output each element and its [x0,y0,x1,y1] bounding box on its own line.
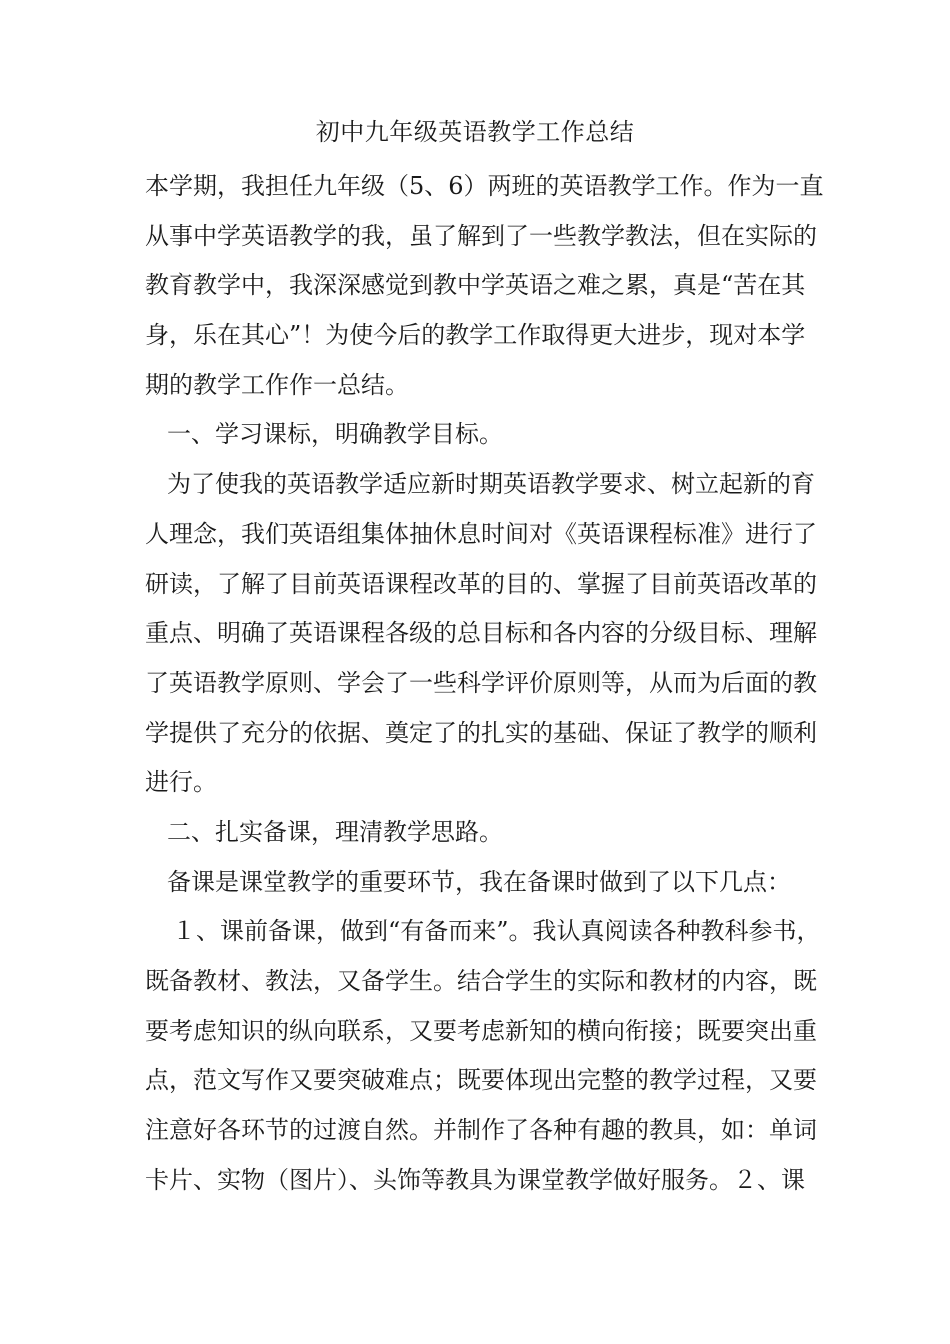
paragraph-line: 重点、明确了英语课程各级的总目标和各内容的分级目标、理解 [145,619,817,648]
paragraph-line: 本学期，我担任九年级（5、6）两班的英语教学工作。作为一直 [145,172,824,200]
paragraph-line: 教育教学中，我深深感觉到教中学英语之难之累，真是“苦在其 [145,271,806,300]
paragraph-line: 身，乐在其心”！为使今后的教学工作取得更大进步，现对本学 [145,321,806,350]
paragraph-line: 点，范文写作又要突破难点；既要体现出完整的教学过程，又要 [145,1066,817,1095]
paragraph-line: 了英语教学原则、学会了一些科学评价原则等，从而为后面的教 [145,668,817,697]
paragraph-line: 学提供了充分的依据、奠定了的扎实的基础、保证了教学的顺利 [145,718,817,747]
paragraph-line: 从事中学英语教学的我，虽了解到了一些教学教法，但在实际的 [145,221,817,250]
paragraph-line: 既备教材、教法，又备学生。结合学生的实际和教材的内容，既 [145,967,817,995]
paragraph-line: １、课前备课，做到“有备而来”。我认真阅读各种教科参书， [172,917,821,946]
document-body [145,166,824,1209]
paragraph-line: 为了使我的英语教学适应新时期英语教学要求、树立起新的育 [167,470,815,499]
paragraph-line: 期的教学工作作一总结。 [145,370,409,399]
document-title: 初中九年级英语教学工作总结 [315,118,635,146]
paragraph-line: 注意好各环节的过渡自然。并制作了各种有趣的教具，如：单词 [145,1116,817,1145]
paragraph-line: 一、学习课标，明确教学目标。 [167,420,503,449]
paragraph-line: 人理念，我们英语组集体抽休息时间对《英语课程标准》进行了 [145,519,817,548]
paragraph-line: 要考虑知识的纵向联系，又要考虑新知的横向衔接；既要突出重 [145,1016,817,1045]
paragraph-line: 二、扎实备课，理清教学思路。 [167,817,503,846]
paragraph-line: 卡片、实物（图片）、头饰等教具为课堂教学做好服务。２、课 [145,1165,805,1194]
paragraph-line: 进行。 [145,768,217,797]
paragraph-line: 备课是课堂教学的重要环节，我在备课时做到了以下几点： [167,867,791,896]
paragraph-line: 研读，了解了目前英语课程改革的目的、掌握了目前英语改革的 [145,569,817,598]
